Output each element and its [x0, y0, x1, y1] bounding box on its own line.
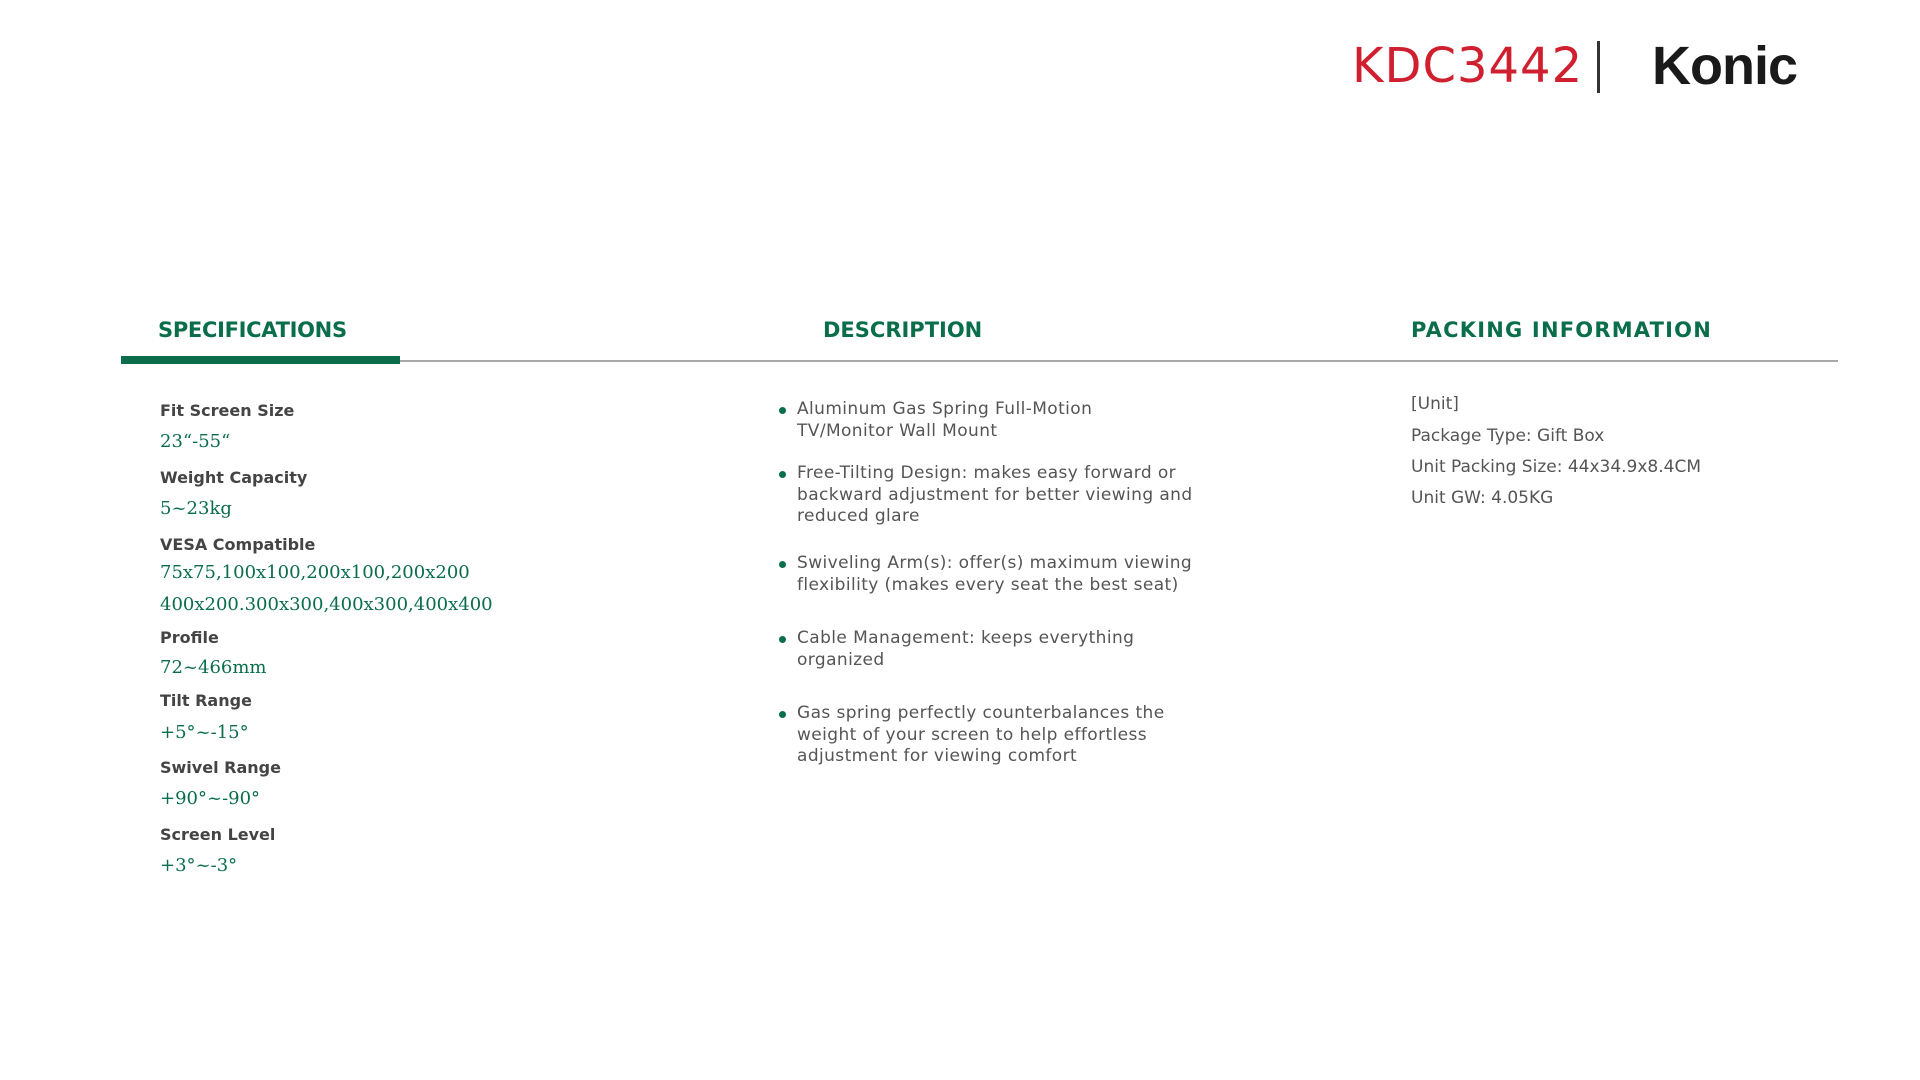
spec-value-screen-level: +3°~-3° — [160, 855, 238, 876]
spec-value-vesa-line-2: 400x200.300x300,400x300,400x400 — [160, 594, 493, 615]
spec-label-fit-screen-size: Fit Screen Size — [160, 401, 295, 420]
spec-label-vesa-compatible: VESA Compatible — [160, 535, 316, 554]
spec-value-weight-capacity: 5~23kg — [160, 498, 232, 519]
description-item — [779, 703, 1239, 768]
section-rule — [400, 360, 1838, 362]
spec-label-swivel-range: Swivel Range — [160, 758, 281, 777]
description-heading: DESCRIPTION — [823, 318, 983, 342]
spec-label-screen-level: Screen Level — [160, 825, 276, 844]
model-number: KDC3442 — [1352, 38, 1584, 94]
description-text: Swiveling Arm(s): offer(s) maximum viewing flexibility (makes every seat the best seat) — [797, 553, 1193, 595]
packing-heading: PACKING INFORMATION — [1411, 318, 1712, 342]
packing-unit-gw: Unit GW: 4.05KG — [1411, 488, 1554, 508]
spec-value-tilt-range: +5°~-15° — [160, 722, 249, 743]
packing-package-type: Package Type: Gift Box — [1411, 426, 1605, 446]
packing-unit-heading: [Unit] — [1411, 394, 1459, 414]
spec-value-vesa-line-1: 75x75,100x100,200x100,200x200 — [160, 562, 470, 583]
description-text: Gas spring perfectly counterbalances the weight of your screen to help effortless adjustment for viewing comfort — [797, 703, 1165, 766]
specifications-heading: SPECIFICATIONS — [158, 318, 347, 342]
spec-value-profile: 72~466mm — [160, 657, 267, 678]
description-text: Aluminum Gas Spring Full-Motion TV/Monitor Wall Mount — [797, 399, 1093, 441]
spec-label-profile: Profile — [160, 628, 219, 647]
spec-value-swivel-range: +90°~-90° — [160, 788, 261, 809]
header-divider — [1597, 41, 1600, 93]
description-item — [779, 628, 1239, 671]
description-item — [779, 553, 1239, 596]
specifications-tab-underline — [121, 356, 400, 364]
bullet-icon — [779, 471, 786, 478]
bullet-icon — [779, 636, 786, 643]
description-text: Free-Tilting Design: makes easy forward or backward adjustment for better viewing and reduced glare — [797, 463, 1193, 526]
spec-label-tilt-range: Tilt Range — [160, 691, 252, 710]
bullet-icon — [779, 711, 786, 718]
bullet-icon — [779, 407, 786, 414]
description-text: Cable Management: keeps everything organized — [797, 628, 1135, 670]
packing-unit-size: Unit Packing Size: 44x34.9x8.4CM — [1411, 457, 1702, 477]
brand-logo: Konic — [1652, 36, 1798, 96]
description-item — [779, 399, 1239, 442]
spec-label-weight-capacity: Weight Capacity — [160, 468, 308, 487]
bullet-icon — [779, 561, 786, 568]
spec-value-fit-screen-size: 23“-55“ — [160, 431, 231, 452]
description-item — [779, 463, 1239, 528]
